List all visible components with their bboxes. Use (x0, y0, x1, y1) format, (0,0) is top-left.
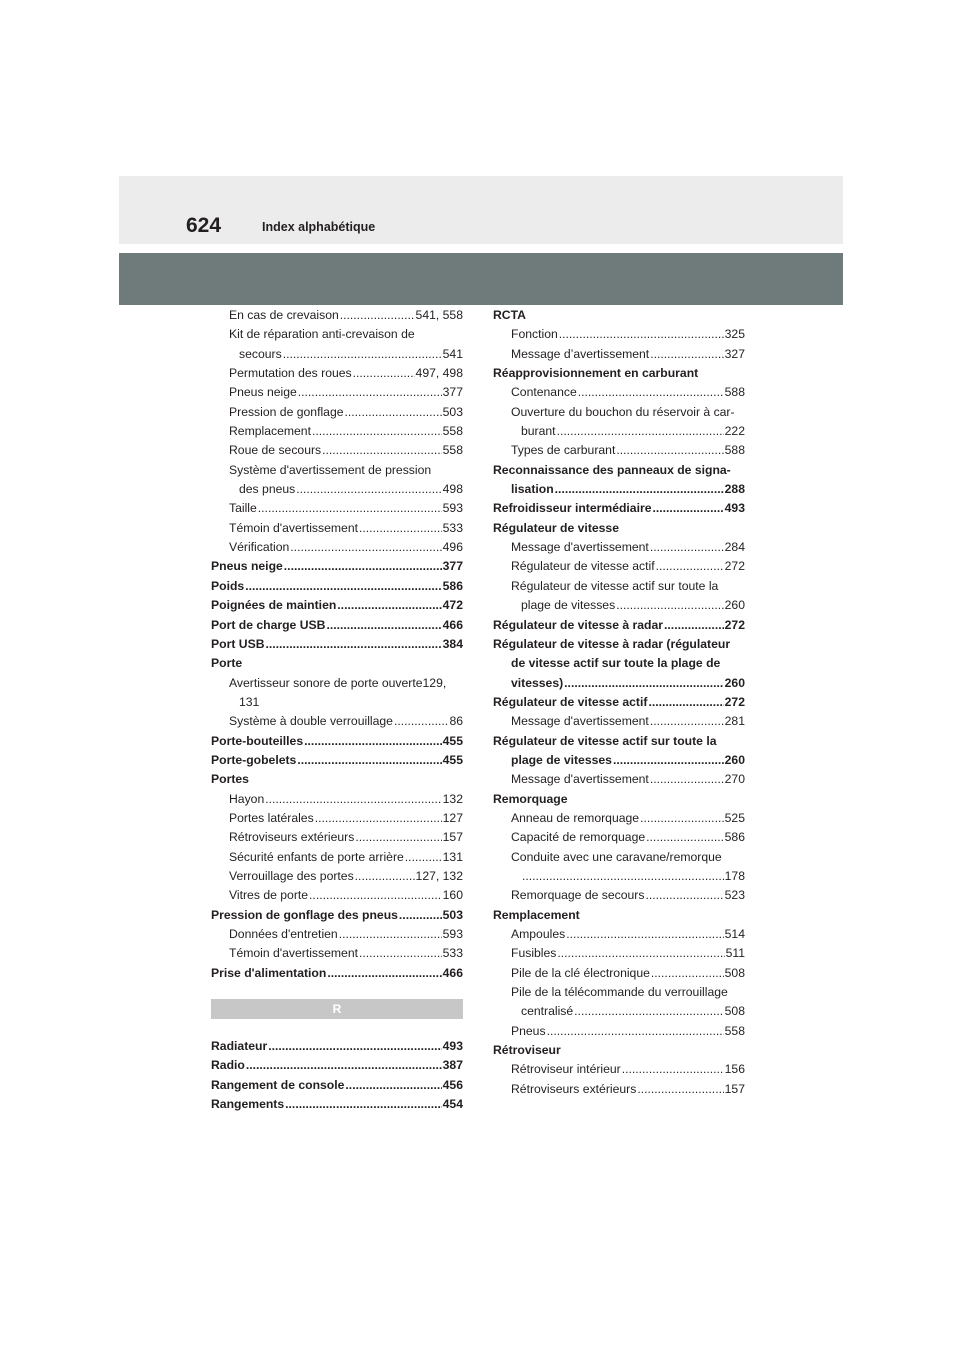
entry-page: 466 (442, 617, 463, 632)
dot-leader (353, 364, 415, 383)
index-entry (211, 557, 463, 576)
entry-page: 157 (724, 1081, 745, 1096)
dot-leader (246, 1056, 442, 1075)
entry-term: des pneus (239, 482, 296, 497)
entry-term: Sécurité enfants de porte arrière (229, 849, 404, 864)
entry-term: Témoin d'avertissement (229, 946, 358, 961)
entry-term: secours (239, 346, 282, 361)
dot-leader (355, 828, 441, 847)
entry-page: 588 (724, 443, 745, 458)
index-subentry: Conduite avec une caravane/remorque (511, 849, 722, 864)
entry-term: Rétroviseur intérieur (511, 1062, 621, 1077)
index-entry (493, 770, 745, 789)
dot-leader (339, 925, 442, 944)
entry-page: 514 (724, 927, 745, 941)
entry-page: 387 (442, 1058, 463, 1073)
entry-page: 558 (724, 1023, 745, 1038)
entry-term: Vitres de porte (229, 888, 309, 903)
dot-leader (345, 403, 442, 422)
entry-page: 222 (724, 424, 745, 439)
entry-term: Pile de la clé électronique (511, 965, 650, 980)
dot-leader (309, 886, 442, 905)
dot-leader (650, 538, 724, 557)
entry-term: Témoin d'avertissement (229, 520, 358, 535)
entry-term: Régulateur de vitesse à radar (493, 617, 664, 632)
entry-page: 496 (442, 540, 463, 555)
index-entry (211, 499, 463, 518)
index-column-left (211, 306, 463, 1114)
entry-term: Refroidisseur intermédiaire (493, 501, 652, 516)
dot-leader (559, 325, 724, 344)
index-entry (211, 441, 463, 460)
dot-leader (650, 345, 723, 364)
index-subentry: 131 (239, 694, 260, 709)
dot-leader (327, 964, 441, 983)
dot-leader (405, 848, 442, 867)
entry-page: 281 (724, 714, 745, 729)
dot-leader (646, 828, 724, 847)
index-entry (493, 867, 745, 886)
entry-term: Rangement de console (211, 1077, 345, 1092)
index-entry (493, 925, 745, 944)
entry-term: Pression de gonflage des pneus (211, 907, 398, 922)
dot-leader (566, 925, 723, 944)
index-heading: Remorquage (493, 791, 568, 806)
index-entry: de vitesse actif sur toute la plage de (511, 656, 721, 671)
index-entry (211, 306, 463, 325)
dot-leader (298, 383, 442, 402)
entry-term: Verrouillage des portes (229, 868, 354, 883)
entry-term: Taille (229, 501, 257, 516)
index-heading: Réapprovisionnement en carburant (493, 366, 699, 381)
index-entry (493, 345, 745, 364)
index-entry (211, 577, 463, 596)
index-entry: Reconnaissance des panneaux de signa- (493, 462, 731, 477)
dot-leader (284, 557, 442, 576)
header-band (119, 253, 843, 305)
index-entry (211, 848, 463, 867)
entry-term: vitesses) (511, 675, 564, 690)
dot-leader (394, 712, 448, 731)
dot-leader (555, 480, 724, 499)
entry-page: 455 (442, 752, 463, 767)
entry-page: 270 (724, 772, 745, 787)
index-entry (211, 383, 463, 402)
entry-page: 325 (724, 327, 745, 342)
index-entry (211, 1095, 463, 1114)
entry-term: Rangements (211, 1097, 285, 1112)
index-entry (211, 944, 463, 963)
entry-term: lisation (511, 482, 554, 497)
dot-leader (285, 1095, 442, 1114)
entry-page: 588 (724, 385, 745, 400)
entry-term: Poids (211, 578, 245, 593)
index-entry (211, 906, 463, 925)
entry-page: 454 (442, 1097, 463, 1112)
entry-page: 260 (724, 752, 745, 767)
dot-leader (359, 944, 442, 963)
entry-term: Pneus (511, 1023, 546, 1038)
index-entry (493, 751, 745, 770)
dot-leader (578, 383, 724, 402)
dot-leader (283, 345, 442, 364)
entry-page: 525 (724, 810, 745, 825)
entry-page: 558 (442, 424, 463, 439)
entry-term: Permutation des roues (229, 366, 352, 381)
index-entry (493, 693, 745, 712)
dot-leader (557, 422, 724, 441)
dot-leader (564, 674, 723, 693)
entry-term: Porte-gobelets (211, 752, 297, 767)
entry-term: Pneus neige (229, 385, 297, 400)
dot-leader (355, 867, 415, 886)
index-entry (211, 364, 463, 383)
index-entry (493, 674, 745, 693)
index-entry (211, 1056, 463, 1075)
entry-page: 456 (442, 1077, 463, 1092)
index-subentry: Kit de réparation anti-crevaison de (229, 327, 415, 342)
index-entry (211, 1076, 463, 1095)
index-entry (493, 944, 745, 963)
entry-page: 586 (724, 830, 745, 845)
dot-leader (315, 809, 442, 828)
dot-leader (290, 538, 441, 557)
entry-term: Remorquage de secours (511, 888, 645, 903)
entry-page: 284 (724, 540, 745, 555)
index-subentry: Avertisseur sonore de porte ouverte129, (229, 675, 447, 690)
index-entry (211, 538, 463, 557)
entry-page: 533 (442, 520, 463, 535)
section-letter: R (211, 999, 463, 1019)
index-entry (211, 790, 463, 809)
entry-term: Message d'avertissement (511, 714, 649, 729)
dot-leader (574, 1002, 723, 1021)
entry-term: Régulateur de vitesse actif (511, 559, 655, 574)
entry-term: Roue de secours (229, 443, 322, 458)
index-heading: Régulateur de vitesse (493, 520, 619, 535)
index-entry (493, 886, 745, 905)
entry-page: 377 (442, 385, 463, 400)
dot-leader (245, 577, 441, 596)
entry-term: Contenance (511, 385, 577, 400)
entry-term: Poignées de maintien (211, 598, 337, 613)
dot-leader (359, 519, 442, 538)
index-subentry: Système d'avertissement de pression (229, 462, 432, 477)
page-title: Index alphabétique (262, 220, 376, 234)
index-heading: Rétroviseur (493, 1043, 561, 1058)
entry-term: Radiateur (211, 1039, 268, 1054)
entry-term: Remplacement (229, 424, 311, 439)
index-entry (493, 964, 745, 983)
page-header (119, 176, 843, 244)
index-heading: Porte (211, 656, 243, 671)
dot-leader (268, 1037, 441, 1056)
index-heading: RCTA (493, 308, 526, 322)
entry-page: 593 (442, 501, 463, 516)
index-entry (493, 441, 745, 460)
entry-term: Anneau de remorquage (511, 810, 640, 825)
index-entry (211, 519, 463, 538)
entry-term: Rétroviseurs extérieurs (229, 830, 355, 845)
entry-term: Port de charge USB (211, 617, 326, 632)
entry-term: Fusibles (511, 946, 557, 961)
index-entry (493, 557, 745, 576)
index-entry (493, 596, 745, 615)
dot-leader (645, 886, 723, 905)
entry-page: 558 (442, 443, 463, 458)
dot-leader (326, 616, 441, 635)
entry-page: 272 (724, 694, 745, 709)
index-entry (493, 809, 745, 828)
index-entry (211, 1037, 463, 1056)
dot-leader (340, 306, 415, 325)
entry-term: Porte-bouteilles (211, 733, 304, 748)
dot-leader (656, 557, 724, 576)
index-entry (211, 403, 463, 422)
entry-term: Données d'entretien (229, 927, 338, 941)
dot-leader (557, 944, 724, 963)
entry-page: 127, 132 (415, 868, 463, 883)
entry-page: 493 (442, 1039, 463, 1054)
entry-term: Radio (211, 1058, 245, 1073)
dot-leader (650, 712, 724, 731)
index-entry (493, 325, 745, 344)
entry-page: 593 (442, 927, 463, 941)
entry-page: 160 (442, 888, 463, 903)
dot-leader (651, 964, 724, 983)
dot-leader (547, 1022, 724, 1041)
entry-term: Pression de gonflage (229, 404, 344, 419)
entry-term: Pneus neige (211, 559, 283, 574)
entry-page: 498 (442, 482, 463, 497)
dot-leader (622, 1060, 724, 1079)
index-entry (211, 867, 463, 886)
dot-leader (296, 480, 441, 499)
index-entry (211, 751, 463, 770)
dot-leader (297, 751, 441, 770)
index-entry (211, 828, 463, 847)
dot-leader (258, 499, 442, 518)
index-entry (493, 1080, 745, 1099)
entry-page: 523 (724, 888, 745, 903)
dot-leader (664, 616, 724, 635)
dot-leader (266, 635, 442, 654)
entry-term: burant (521, 424, 556, 439)
index-heading: Remplacement (493, 907, 580, 922)
index-entry (211, 732, 463, 751)
dot-leader (653, 499, 724, 518)
entry-term: Hayon (229, 791, 265, 806)
entry-page: 260 (724, 598, 745, 613)
entry-term: Message d'avertissement (511, 772, 649, 787)
entry-term: Prise d'alimentation (211, 965, 327, 980)
entry-page: 272 (724, 559, 745, 574)
index-entry (211, 345, 463, 364)
entry-page: 157 (442, 830, 463, 845)
dot-leader (616, 441, 723, 460)
dot-leader (265, 790, 441, 809)
entry-page: 493 (724, 501, 745, 516)
dot-leader (650, 770, 724, 789)
entry-term: Rétroviseurs extérieurs (511, 1081, 637, 1096)
index-entry (493, 616, 745, 635)
entry-term: Vérification (229, 540, 290, 555)
index-entry (211, 809, 463, 828)
entry-term: Capacité de remorquage (511, 830, 646, 845)
entry-term: Types de carburant (511, 443, 616, 458)
entry-term: Système à double verrouillage (229, 714, 393, 729)
entry-page: 127 (442, 810, 463, 825)
index-entry (211, 422, 463, 441)
entry-page: 541 (442, 346, 463, 361)
index-entry (493, 480, 745, 499)
entry-page: 156 (724, 1062, 745, 1077)
entry-page: 86 (449, 714, 463, 729)
index-entry (493, 499, 745, 518)
entry-page: 508 (724, 1004, 745, 1019)
entry-page: 541, 558 (415, 308, 463, 322)
entry-term: En cas de crevaison (229, 308, 339, 322)
entry-term: plage de vitesses (521, 598, 616, 613)
entry-page: 272 (724, 617, 745, 632)
entry-term: Message d’avertissement (511, 346, 650, 361)
entry-term: centralisé (521, 1004, 574, 1019)
dot-leader (616, 596, 723, 615)
entry-page: 132 (442, 791, 463, 806)
index-subentry: Ouverture du bouchon du réservoir à car- (511, 404, 735, 419)
index-heading: Portes (211, 772, 249, 787)
entry-term: Port USB (211, 636, 265, 651)
dot-leader (399, 906, 442, 925)
index-entry (211, 964, 463, 983)
index-entry (211, 596, 463, 615)
entry-term: Message d'avertissement (511, 540, 649, 555)
index-entry (211, 886, 463, 905)
index-subentry: Pile de la télécommande du verrouillage (511, 985, 728, 1000)
index-entry: Régulateur de vitesse actif sur toute la (493, 733, 717, 748)
index-entry (211, 712, 463, 731)
index-entry (493, 538, 745, 557)
entry-page: 497, 498 (415, 366, 463, 381)
index-entry (211, 480, 463, 499)
entry-page: 327 (724, 346, 745, 361)
index-subentry: Régulateur de vitesse actif sur toute la (511, 578, 719, 593)
page-number: 624 (186, 214, 222, 237)
entry-term: Portes latérales (229, 810, 314, 825)
entry-page: 586 (442, 578, 463, 593)
index-entry (493, 1022, 745, 1041)
entry-page: 455 (442, 733, 463, 748)
dot-leader (345, 1076, 441, 1095)
entry-page: 131 (442, 849, 463, 864)
entry-page: 533 (442, 946, 463, 961)
entry-page: 178 (724, 868, 745, 883)
entry-page: 472 (442, 598, 463, 613)
entry-term: Fonction (511, 327, 558, 342)
entry-page: 503 (442, 907, 463, 922)
index-entry (211, 616, 463, 635)
entry-page: 384 (442, 636, 463, 651)
dot-leader (522, 867, 724, 886)
entry-page: 511 (725, 946, 745, 961)
entry-page: 503 (442, 404, 463, 419)
entry-page: 260 (724, 675, 745, 690)
index-entry (493, 1002, 745, 1021)
dot-leader (312, 422, 442, 441)
dot-leader (322, 441, 442, 460)
dot-leader (648, 693, 723, 712)
entry-term: plage de vitesses (511, 752, 612, 767)
entry-page: 288 (724, 482, 745, 497)
index-entry (493, 383, 745, 402)
index-entry (493, 422, 745, 441)
entry-page: 466 (442, 965, 463, 980)
index-entry (493, 712, 745, 731)
dot-leader (337, 596, 441, 615)
dot-leader (613, 751, 724, 770)
entry-term: Régulateur de vitesse actif (493, 694, 648, 709)
dot-leader (637, 1080, 723, 1099)
index-entry (211, 925, 463, 944)
index-entry (493, 828, 745, 847)
entry-term: Ampoules (511, 927, 566, 941)
index-column-right (493, 306, 745, 1099)
entry-page: 377 (442, 559, 463, 574)
index-entry (493, 1060, 745, 1079)
dot-leader (640, 809, 724, 828)
entry-page: 508 (724, 965, 745, 980)
index-entry: Régulateur de vitesse à radar (régulateur (493, 636, 731, 651)
dot-leader (304, 732, 442, 751)
index-entry (211, 635, 463, 654)
